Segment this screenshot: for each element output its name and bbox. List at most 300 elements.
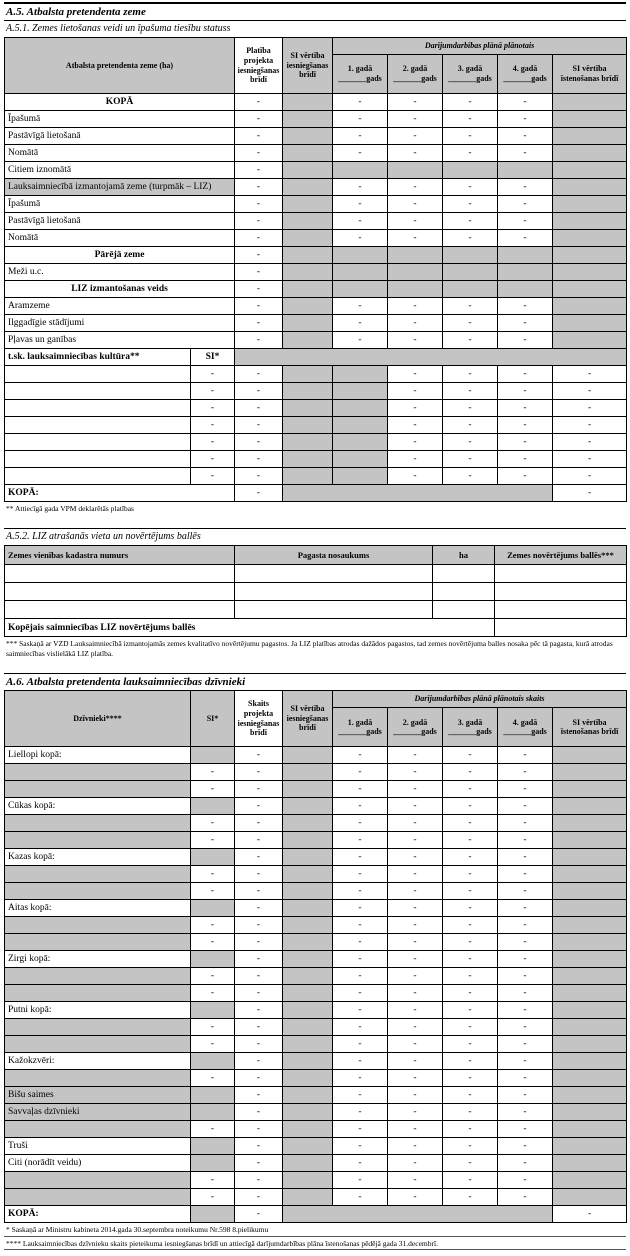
animal-row-value-cell: -: [235, 1172, 283, 1189]
land-row-value-cell: -: [498, 230, 553, 247]
land-row-value-cell: -: [443, 179, 498, 196]
animals-total-row: [5, 1206, 627, 1223]
land-row-value-cell: -: [388, 179, 443, 196]
land-row-value-cell: -: [388, 145, 443, 162]
land-row-label: Lauksaimniecībā izmantojamā zeme (turpmāk – LIZ): [5, 179, 235, 196]
animal-category-row: [5, 1104, 627, 1121]
crop-name-cell: [5, 417, 191, 434]
crop-row-value-cell: -: [553, 451, 627, 468]
animal-row-value-cell: -: [443, 1104, 498, 1121]
animal-row-value-cell: -: [443, 917, 498, 934]
column-header-si-istenosanas: SI vērtība īstenošanas brīdī: [553, 55, 627, 94]
animal-category-row: [5, 951, 627, 968]
animal-row-value-cell: -: [498, 781, 553, 798]
column-header-ha: ha: [433, 546, 495, 565]
animal-row-value-cell: -: [498, 747, 553, 764]
column-header-gads-4: [498, 55, 553, 94]
land-row-value-cell: -: [235, 111, 283, 128]
crop-row-value-cell: -: [388, 468, 443, 485]
crop-row-shaded-cell: [283, 434, 333, 451]
land-row-value-cell: -: [235, 179, 283, 196]
animal-label: Liellopi kopā:: [5, 747, 191, 764]
land-row-value-cell: -: [235, 264, 283, 281]
animal-si-shaded-cell: [191, 951, 235, 968]
animal-si-cell: -: [191, 883, 235, 900]
animal-row-value-cell: -: [235, 764, 283, 781]
land-row-shaded-cell: [498, 281, 553, 298]
ha-cell: [433, 565, 495, 583]
animal-row-value-cell: -: [235, 1019, 283, 1036]
column-header-gads-3: [443, 708, 498, 747]
crop-row-value-cell: -: [235, 383, 283, 400]
crop-row: [5, 417, 627, 434]
crop-row-value-cell: -: [553, 383, 627, 400]
animal-si-cell: -: [191, 1121, 235, 1138]
crop-row-value-cell: -: [553, 434, 627, 451]
crop-row-value-cell: -: [498, 383, 553, 400]
animal-row-value-cell: -: [443, 1155, 498, 1172]
land-row-value-cell: -: [388, 128, 443, 145]
animal-row-value-cell: -: [235, 1104, 283, 1121]
animal-row-value-cell: -: [333, 815, 388, 832]
animal-row-value-cell: -: [443, 968, 498, 985]
animal-si-shaded-cell: [191, 1053, 235, 1070]
animal-row-value-cell: -: [235, 1087, 283, 1104]
animal-si-cell: -: [191, 815, 235, 832]
animal-si-cell: -: [191, 968, 235, 985]
land-row-label: Pārējā zeme: [5, 247, 235, 264]
land-row-value-cell: -: [388, 315, 443, 332]
animal-row-shaded-cell: [553, 1104, 627, 1121]
pagasta-nosaukums-cell: [235, 601, 433, 619]
animal-label: Cūkas kopā:: [5, 798, 191, 815]
land-row: [5, 94, 627, 111]
animal-row-value-cell: -: [333, 917, 388, 934]
land-row: [5, 145, 627, 162]
animal-row-value-cell: -: [443, 900, 498, 917]
animal-row-shaded-cell: [283, 1104, 333, 1121]
year-blank: _______gads: [448, 74, 492, 83]
animal-row-value-cell: -: [333, 832, 388, 849]
animal-row-shaded-cell: [283, 900, 333, 917]
animal-label: [5, 781, 191, 798]
land-row: [5, 111, 627, 128]
liz-total-label: Kopējais saimniecības LIZ novērtējums ballēs: [5, 619, 495, 637]
land-row-value-cell: -: [333, 298, 388, 315]
land-row-value-cell: -: [235, 162, 283, 179]
animal-row-value-cell: -: [333, 1036, 388, 1053]
land-row-shaded-cell: [443, 281, 498, 298]
land-row-shaded-cell: [283, 230, 333, 247]
animal-row-shaded-cell: [283, 1087, 333, 1104]
animal-row-value-cell: -: [443, 1172, 498, 1189]
land-row-shaded-cell: [553, 179, 627, 196]
header-row: [5, 691, 627, 708]
crop-row-value-cell: -: [388, 417, 443, 434]
animal-row-shaded-cell: [553, 849, 627, 866]
animal-row-value-cell: -: [333, 1002, 388, 1019]
animal-row-value-cell: -: [388, 1070, 443, 1087]
animal-row-value-cell: -: [498, 1053, 553, 1070]
crop-si-cell: -: [191, 400, 235, 417]
animal-row-value-cell: -: [235, 1036, 283, 1053]
land-row-shaded-cell: [333, 264, 388, 281]
animal-category-row: [5, 1002, 627, 1019]
animal-row-value-cell: -: [443, 883, 498, 900]
section-a6-title: A.6. Atbalsta pretendenta lauksaimniecības dzīvnieki: [4, 673, 626, 690]
animal-row-value-cell: -: [333, 1019, 388, 1036]
land-row-value-cell: -: [498, 298, 553, 315]
animal-row-value-cell: -: [443, 764, 498, 781]
animal-row-shaded-cell: [283, 832, 333, 849]
animal-row-value-cell: -: [333, 798, 388, 815]
land-row-value-cell: -: [333, 128, 388, 145]
animal-row-shaded-cell: [553, 781, 627, 798]
land-row-shaded-cell: [498, 247, 553, 264]
animal-label: Aitas kopā:: [5, 900, 191, 917]
animal-sub-row: [5, 1189, 627, 1206]
pagasta-nosaukums-cell: [235, 583, 433, 601]
animal-row-shaded-cell: [553, 747, 627, 764]
land-row-value-cell: -: [235, 281, 283, 298]
land-row-shaded-cell: [333, 162, 388, 179]
crop-si-cell: -: [191, 417, 235, 434]
section-a51-title: A.5.1. Zemes lietošanas veidi un īpašuma tiesību statuss: [6, 23, 231, 34]
crop-si-header-cell: SI*: [191, 349, 235, 366]
animal-label: [5, 1189, 191, 1206]
animal-row-value-cell: -: [388, 1053, 443, 1070]
animal-row-value-cell: -: [498, 798, 553, 815]
animals-total-value-cell: -: [553, 1206, 627, 1223]
animal-si-shaded-cell: [191, 1138, 235, 1155]
animal-row-value-cell: -: [388, 1172, 443, 1189]
land-row-value-cell: -: [235, 332, 283, 349]
crop-row-value-cell: -: [498, 417, 553, 434]
year-label: 2. gadā: [402, 64, 428, 74]
land-row-value-cell: -: [333, 196, 388, 213]
crop-row-value-cell: -: [498, 451, 553, 468]
animal-row-shaded-cell: [283, 815, 333, 832]
animal-row-value-cell: -: [388, 1104, 443, 1121]
animal-row-value-cell: -: [333, 951, 388, 968]
land-row-value-cell: -: [333, 230, 388, 247]
land-use-table-body: [5, 94, 627, 502]
land-row-shaded-cell: [443, 247, 498, 264]
land-row-label: Citiem iznomātā: [5, 162, 235, 179]
animal-label: Putni kopā:: [5, 1002, 191, 1019]
animal-row-value-cell: -: [388, 900, 443, 917]
liz-row: [5, 565, 627, 583]
animal-si-cell: -: [191, 1019, 235, 1036]
animal-label: [5, 985, 191, 1002]
land-row-value-cell: -: [333, 145, 388, 162]
land-row-shaded-cell: [553, 94, 627, 111]
animal-row-value-cell: -: [235, 1138, 283, 1155]
animal-row-value-cell: -: [388, 985, 443, 1002]
animal-label: Citi (norādīt veidu): [5, 1155, 191, 1172]
animal-category-row: [5, 1053, 627, 1070]
animal-si-shaded-cell: [191, 1002, 235, 1019]
year-blank: _______gads: [338, 74, 382, 83]
land-row-shaded-cell: [553, 315, 627, 332]
land-row-value-cell: -: [388, 196, 443, 213]
land-row-value-cell: -: [498, 196, 553, 213]
animal-row-value-cell: -: [235, 968, 283, 985]
animal-row-value-cell: -: [498, 1155, 553, 1172]
crop-row-shaded-cell: [283, 400, 333, 417]
animal-row-shaded-cell: [553, 1053, 627, 1070]
animal-si-shaded-cell: [191, 1104, 235, 1121]
land-row-value-cell: -: [333, 315, 388, 332]
year-label: 1. gadā: [347, 64, 373, 74]
column-header-si: SI*: [191, 691, 235, 747]
land-row-value-cell: -: [443, 332, 498, 349]
crop-row-shaded-cell: [283, 468, 333, 485]
animal-row-value-cell: -: [333, 883, 388, 900]
animal-si-cell: -: [191, 1036, 235, 1053]
land-row-value-cell: -: [388, 213, 443, 230]
animal-label: [5, 1070, 191, 1087]
liz-location-table-header: [5, 546, 627, 565]
year-label: 2. gadā: [402, 717, 428, 727]
liz-total-value-cell: [495, 619, 627, 637]
year-label: 1. gadā: [347, 717, 373, 727]
land-row: [5, 298, 627, 315]
land-row-shaded-cell: [283, 111, 333, 128]
animal-row-value-cell: -: [498, 951, 553, 968]
land-total-value-cell: -: [553, 485, 627, 502]
land-row: [5, 196, 627, 213]
section-a5-title: A.5. Atbalsta pretendenta zeme: [4, 2, 626, 21]
year-blank: _______gads: [503, 727, 547, 737]
land-row-value-cell: -: [235, 196, 283, 213]
a51-footnote: ** Attiecīgā gada VPM deklarētās platības: [6, 504, 134, 513]
land-row-label: Īpašumā: [5, 111, 235, 128]
land-row-value-cell: -: [443, 213, 498, 230]
crop-row-value-cell: -: [498, 468, 553, 485]
animal-row-value-cell: -: [235, 815, 283, 832]
animal-row-value-cell: -: [235, 866, 283, 883]
animal-row-value-cell: -: [388, 747, 443, 764]
animal-row-value-cell: -: [388, 832, 443, 849]
animal-label: [5, 764, 191, 781]
section-a52-title: A.5.2. LIZ atrašanās vieta un novērtējums ballēs: [4, 528, 626, 545]
crop-row-shaded-cell: [333, 468, 388, 485]
crop-section-label: t.sk. lauksaimniecības kultūra**: [5, 349, 191, 366]
animal-sub-row: [5, 1172, 627, 1189]
land-row-shaded-cell: [283, 315, 333, 332]
animal-sub-row: [5, 1036, 627, 1053]
header-row: [5, 38, 627, 55]
animal-row-shaded-cell: [553, 1002, 627, 1019]
animal-row-shaded-cell: [553, 832, 627, 849]
animal-row-value-cell: -: [498, 1189, 553, 1206]
animal-label: [5, 883, 191, 900]
animal-category-row: [5, 1155, 627, 1172]
land-row-shaded-cell: [553, 162, 627, 179]
animal-row-shaded-cell: [553, 917, 627, 934]
column-header-gads-2: [388, 55, 443, 94]
crop-row-shaded-cell: [333, 417, 388, 434]
animal-sub-row: [5, 934, 627, 951]
land-row-value-cell: -: [498, 332, 553, 349]
animal-row-value-cell: -: [388, 1138, 443, 1155]
animal-category-row: [5, 900, 627, 917]
land-row-value-cell: -: [443, 145, 498, 162]
kadastra-numurs-cell: [5, 601, 235, 619]
animal-row-shaded-cell: [553, 1087, 627, 1104]
land-row-shaded-cell: [283, 298, 333, 315]
land-row: [5, 213, 627, 230]
crop-name-cell: [5, 400, 191, 417]
animal-row-shaded-cell: [283, 1121, 333, 1138]
animal-row-value-cell: -: [388, 866, 443, 883]
crop-row-value-cell: -: [235, 451, 283, 468]
animal-row-value-cell: -: [388, 1121, 443, 1138]
animal-label: [5, 1019, 191, 1036]
land-row-shaded-cell: [443, 162, 498, 179]
land-row-shaded-cell: [553, 264, 627, 281]
land-row-shaded-cell: [283, 213, 333, 230]
crop-si-cell: -: [191, 366, 235, 383]
animal-si-cell: -: [191, 1189, 235, 1206]
animal-si-cell: -: [191, 985, 235, 1002]
crop-row-value-cell: -: [553, 366, 627, 383]
land-row-value-cell: -: [235, 145, 283, 162]
animal-row-value-cell: -: [443, 747, 498, 764]
animal-row-value-cell: -: [333, 1155, 388, 1172]
year-blank: _______gads: [503, 74, 547, 83]
animal-label: [5, 917, 191, 934]
crop-row-shaded-cell: [283, 366, 333, 383]
land-row-shaded-cell: [553, 145, 627, 162]
animal-row-value-cell: -: [443, 1121, 498, 1138]
animal-row-shaded-cell: [553, 968, 627, 985]
animal-row-value-cell: -: [388, 968, 443, 985]
land-row-shaded-cell: [283, 94, 333, 111]
animal-row-value-cell: -: [443, 1019, 498, 1036]
animal-row-value-cell: -: [333, 1053, 388, 1070]
animal-row-value-cell: -: [443, 1053, 498, 1070]
animal-row-shaded-cell: [283, 1189, 333, 1206]
land-row-value-cell: -: [333, 111, 388, 128]
animal-row-value-cell: -: [333, 1189, 388, 1206]
land-row-label: Ilggadīgie stādījumi: [5, 315, 235, 332]
animal-row-shaded-cell: [553, 1121, 627, 1138]
animal-row-value-cell: -: [498, 1172, 553, 1189]
animal-row-value-cell: -: [235, 1155, 283, 1172]
animal-row-value-cell: -: [388, 815, 443, 832]
animal-row-shaded-cell: [283, 849, 333, 866]
land-row-value-cell: -: [388, 298, 443, 315]
land-total-value-cell: -: [235, 485, 283, 502]
animal-row-shaded-cell: [283, 951, 333, 968]
animal-row-value-cell: -: [388, 917, 443, 934]
crop-row-value-cell: -: [443, 434, 498, 451]
land-row-value-cell: -: [388, 230, 443, 247]
animal-row-value-cell: -: [333, 1138, 388, 1155]
land-row-label: Nomātā: [5, 230, 235, 247]
animal-row-value-cell: -: [498, 1138, 553, 1155]
animal-row-value-cell: -: [235, 781, 283, 798]
land-row-shaded-cell: [283, 264, 333, 281]
crop-row-shaded-cell: [333, 451, 388, 468]
animal-row-value-cell: -: [498, 1070, 553, 1087]
animal-row-shaded-cell: [283, 1172, 333, 1189]
animal-row-shaded-cell: [553, 883, 627, 900]
land-row-value-cell: -: [235, 298, 283, 315]
animal-row-value-cell: -: [235, 1002, 283, 1019]
land-row-label: Aramzeme: [5, 298, 235, 315]
animal-row-value-cell: -: [333, 1087, 388, 1104]
animal-sub-row: [5, 815, 627, 832]
animal-row-value-cell: -: [388, 1019, 443, 1036]
group-header-planotais: Darījumdarbības plānā plānotais: [333, 38, 627, 55]
animal-row-value-cell: -: [498, 815, 553, 832]
land-total-shaded-span: [283, 485, 553, 502]
animal-si-cell: -: [191, 917, 235, 934]
land-use-table: [4, 37, 627, 502]
animal-si-cell: -: [191, 1172, 235, 1189]
crop-row-value-cell: -: [235, 366, 283, 383]
column-header-platiba: Platība projekta iesniegšanas brīdī: [235, 38, 283, 94]
animal-row-value-cell: -: [498, 1104, 553, 1121]
column-header-si-istenosanas: SI vērtība īstenošanas brīdī: [553, 708, 627, 747]
animal-row-value-cell: -: [443, 815, 498, 832]
animal-row-shaded-cell: [553, 1019, 627, 1036]
animal-row-value-cell: -: [443, 1189, 498, 1206]
animal-si-shaded-cell: [191, 900, 235, 917]
crop-row: [5, 434, 627, 451]
a6-footnote-2: **** Lauksaimniecības dzīvnieku skaits pieteikuma iesniegšanas brīdī un attiecīgā darījumdarbības plāna īstenošanas pēdējā gada 31.decembrī.: [4, 1237, 626, 1250]
animal-row-value-cell: -: [388, 1036, 443, 1053]
animal-row-shaded-cell: [553, 1138, 627, 1155]
land-row-shaded-cell: [498, 264, 553, 281]
animal-row-value-cell: -: [235, 934, 283, 951]
animal-row-value-cell: -: [333, 900, 388, 917]
animal-row-value-cell: -: [235, 883, 283, 900]
animal-row-value-cell: -: [498, 764, 553, 781]
crop-row-value-cell: -: [443, 451, 498, 468]
land-row-value-cell: -: [235, 247, 283, 264]
land-row-shaded-cell: [553, 196, 627, 213]
animals-total-si-shaded-cell: [191, 1206, 235, 1223]
animal-row-value-cell: -: [388, 951, 443, 968]
land-row-shaded-cell: [283, 179, 333, 196]
land-row-value-cell: -: [443, 111, 498, 128]
animal-row-value-cell: -: [498, 968, 553, 985]
animal-row-value-cell: -: [333, 747, 388, 764]
animal-row-value-cell: -: [498, 866, 553, 883]
animal-label: [5, 968, 191, 985]
land-row-value-cell: -: [333, 332, 388, 349]
animal-sub-row: [5, 781, 627, 798]
column-header-gads-1: [333, 55, 388, 94]
animal-label: Kazas kopā:: [5, 849, 191, 866]
crop-row-value-cell: -: [443, 468, 498, 485]
animal-row-value-cell: -: [235, 1053, 283, 1070]
land-row: [5, 179, 627, 196]
animal-row-value-cell: -: [333, 764, 388, 781]
animal-row-shaded-cell: [553, 1036, 627, 1053]
crop-row: [5, 451, 627, 468]
animal-category-row: [5, 1138, 627, 1155]
crop-row-shaded-cell: [283, 383, 333, 400]
crop-row-value-cell: -: [443, 383, 498, 400]
land-row-shaded-cell: [388, 281, 443, 298]
animal-row-value-cell: -: [498, 832, 553, 849]
animal-row-shaded-cell: [283, 1053, 333, 1070]
